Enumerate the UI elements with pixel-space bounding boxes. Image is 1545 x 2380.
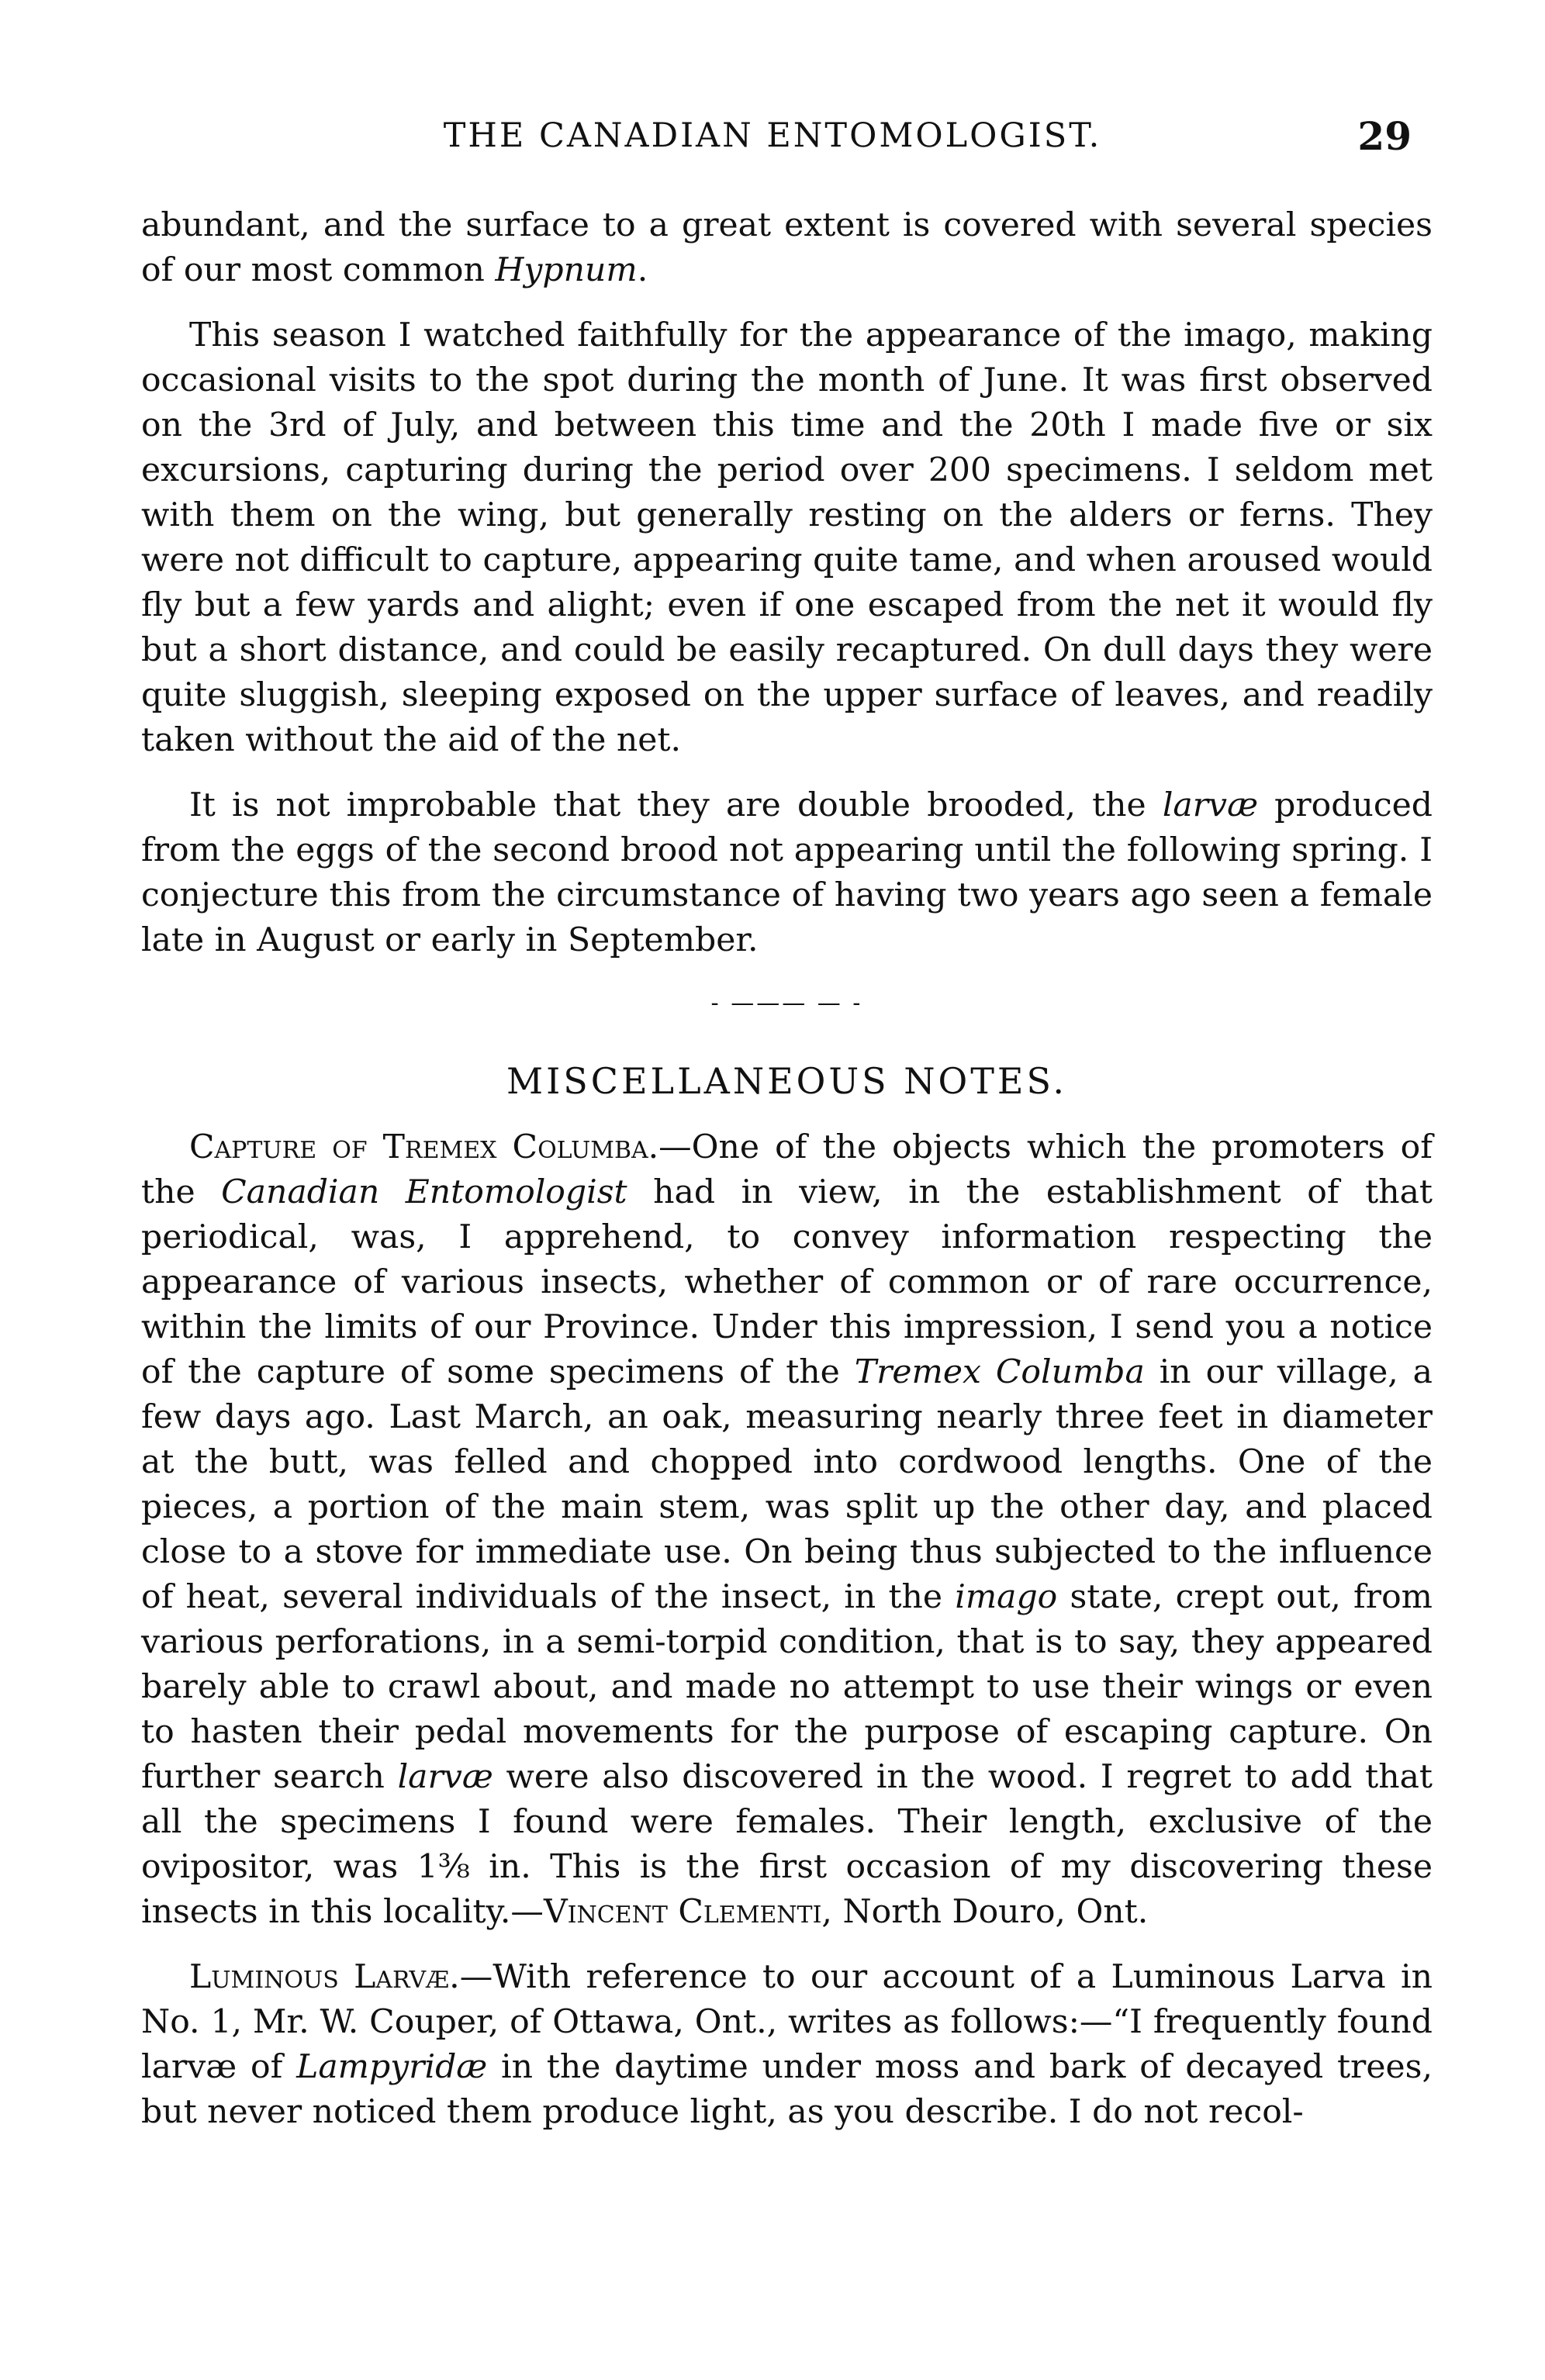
paragraph-double-brooded <box>141 783 1433 963</box>
note-text: had in view, in the establishment of that periodical, was, I apprehend, to convey information respecting the appearance of various insects, whether of common or of rare occurrence, within the limits of our Province. Under this impression, I send you a notice of the capture of some specimens of the <box>141 1173 1433 1391</box>
paragraph-text-end: produced from the eggs of the second brood not appearing until the following spring. I conjecture this from the circumstance of having two years ago seen a female late in August or early in September. <box>141 786 1433 959</box>
page-header <box>0 113 1545 171</box>
body-text <box>141 203 1433 2155</box>
term-imago: imago <box>955 1578 1058 1616</box>
paragraph-abundant <box>141 203 1433 293</box>
author-location: , North Douro, Ont. <box>821 1893 1149 1931</box>
note-text: in the daytime under moss and bark of decayed trees, but never noticed them produce light, as you describe. I do not recol- <box>141 2048 1433 2131</box>
genus-name-hypnum: Hypnum <box>495 251 638 289</box>
author-signature: Vincent Clementi <box>543 1893 822 1931</box>
note-heading: Capture of Tremex Columba. <box>189 1128 659 1166</box>
paragraph-text: It is not improbable that they are double brooded, the <box>189 786 1163 824</box>
note-text: were also discovered in the wood. I regret to add that all the specimens I found were females. Their length, exclusive of the ovipositor, was 1⅜ in. This is the first occasion of my discovering these insects in this locality.— <box>141 1758 1433 1931</box>
separator-rule: - ——— — - <box>710 990 863 1017</box>
page-number: 29 <box>1357 113 1412 159</box>
family-name: Lampyridæ <box>296 2048 488 2086</box>
term-larvae: larvæ <box>397 1758 493 1796</box>
note-text: in our village, a few days ago. Last March, an oak, measuring nearly three feet in diameter at the butt, was felled and chopped into cordwood lengths. One of the pieces, a portion of the main stem, was split up the other day, and placed close to a stove for immediate use. On being thus subjected to the influence of heat, several individuals of the insect, in the <box>141 1353 1433 1616</box>
running-head: THE CANADIAN ENTOMOLOGIST. <box>443 116 1102 155</box>
journal-title: Canadian Entomologist <box>221 1173 627 1211</box>
note-text: state, crept out, from various perforations, in a semi-torpid condition, that is to say, they appeared barely able to crawl about, and made no attempt to use their wings or even to hasten their pedal movements for the purpose of escaping capture. On further search <box>141 1578 1433 1796</box>
species-name: Tremex Columba <box>854 1353 1145 1391</box>
term-larvae: larvæ <box>1162 786 1259 824</box>
note-text: —With reference to our account of a Luminous Larva in No. 1, Mr. W. Couper, of Ottawa, Ont., writes as follows:—“I frequently found larvæ of <box>141 1958 1433 2086</box>
note-tremex-columba <box>141 1125 1433 1935</box>
note-heading: Luminous Larvæ. <box>189 1958 460 1996</box>
section-title: MISCELLANEOUS NOTES. <box>506 1060 1068 1102</box>
paragraph-text-end: . <box>637 251 648 289</box>
paragraph-season: This season I watched faithfully for the appearance of the imago, making occasional visits to the spot during the month of June. It was first observed on the 3rd of July, and between this time and the 20th I made five or six excursions, capturing during the period over 200 specimens. I seldom met with them on the wing, but generally resting on the alders or ferns. They were not difficult to capture, appearing quite tame, and when aroused would fly but a few yards and alight; even if one escaped from the net it would fly but a short distance, and could be easily recaptured. On dull days they were quite sluggish, sleeping exposed on the upper surface of leaves, and readily taken without the aid of the net. <box>141 316 1433 759</box>
note-text: —One of the objects which the promoters of the <box>141 1128 1433 1211</box>
paragraph-text: abundant, and the surface to a great extent is covered with several species of our most common <box>141 206 1433 289</box>
note-luminous-larvae <box>141 1955 1433 2135</box>
